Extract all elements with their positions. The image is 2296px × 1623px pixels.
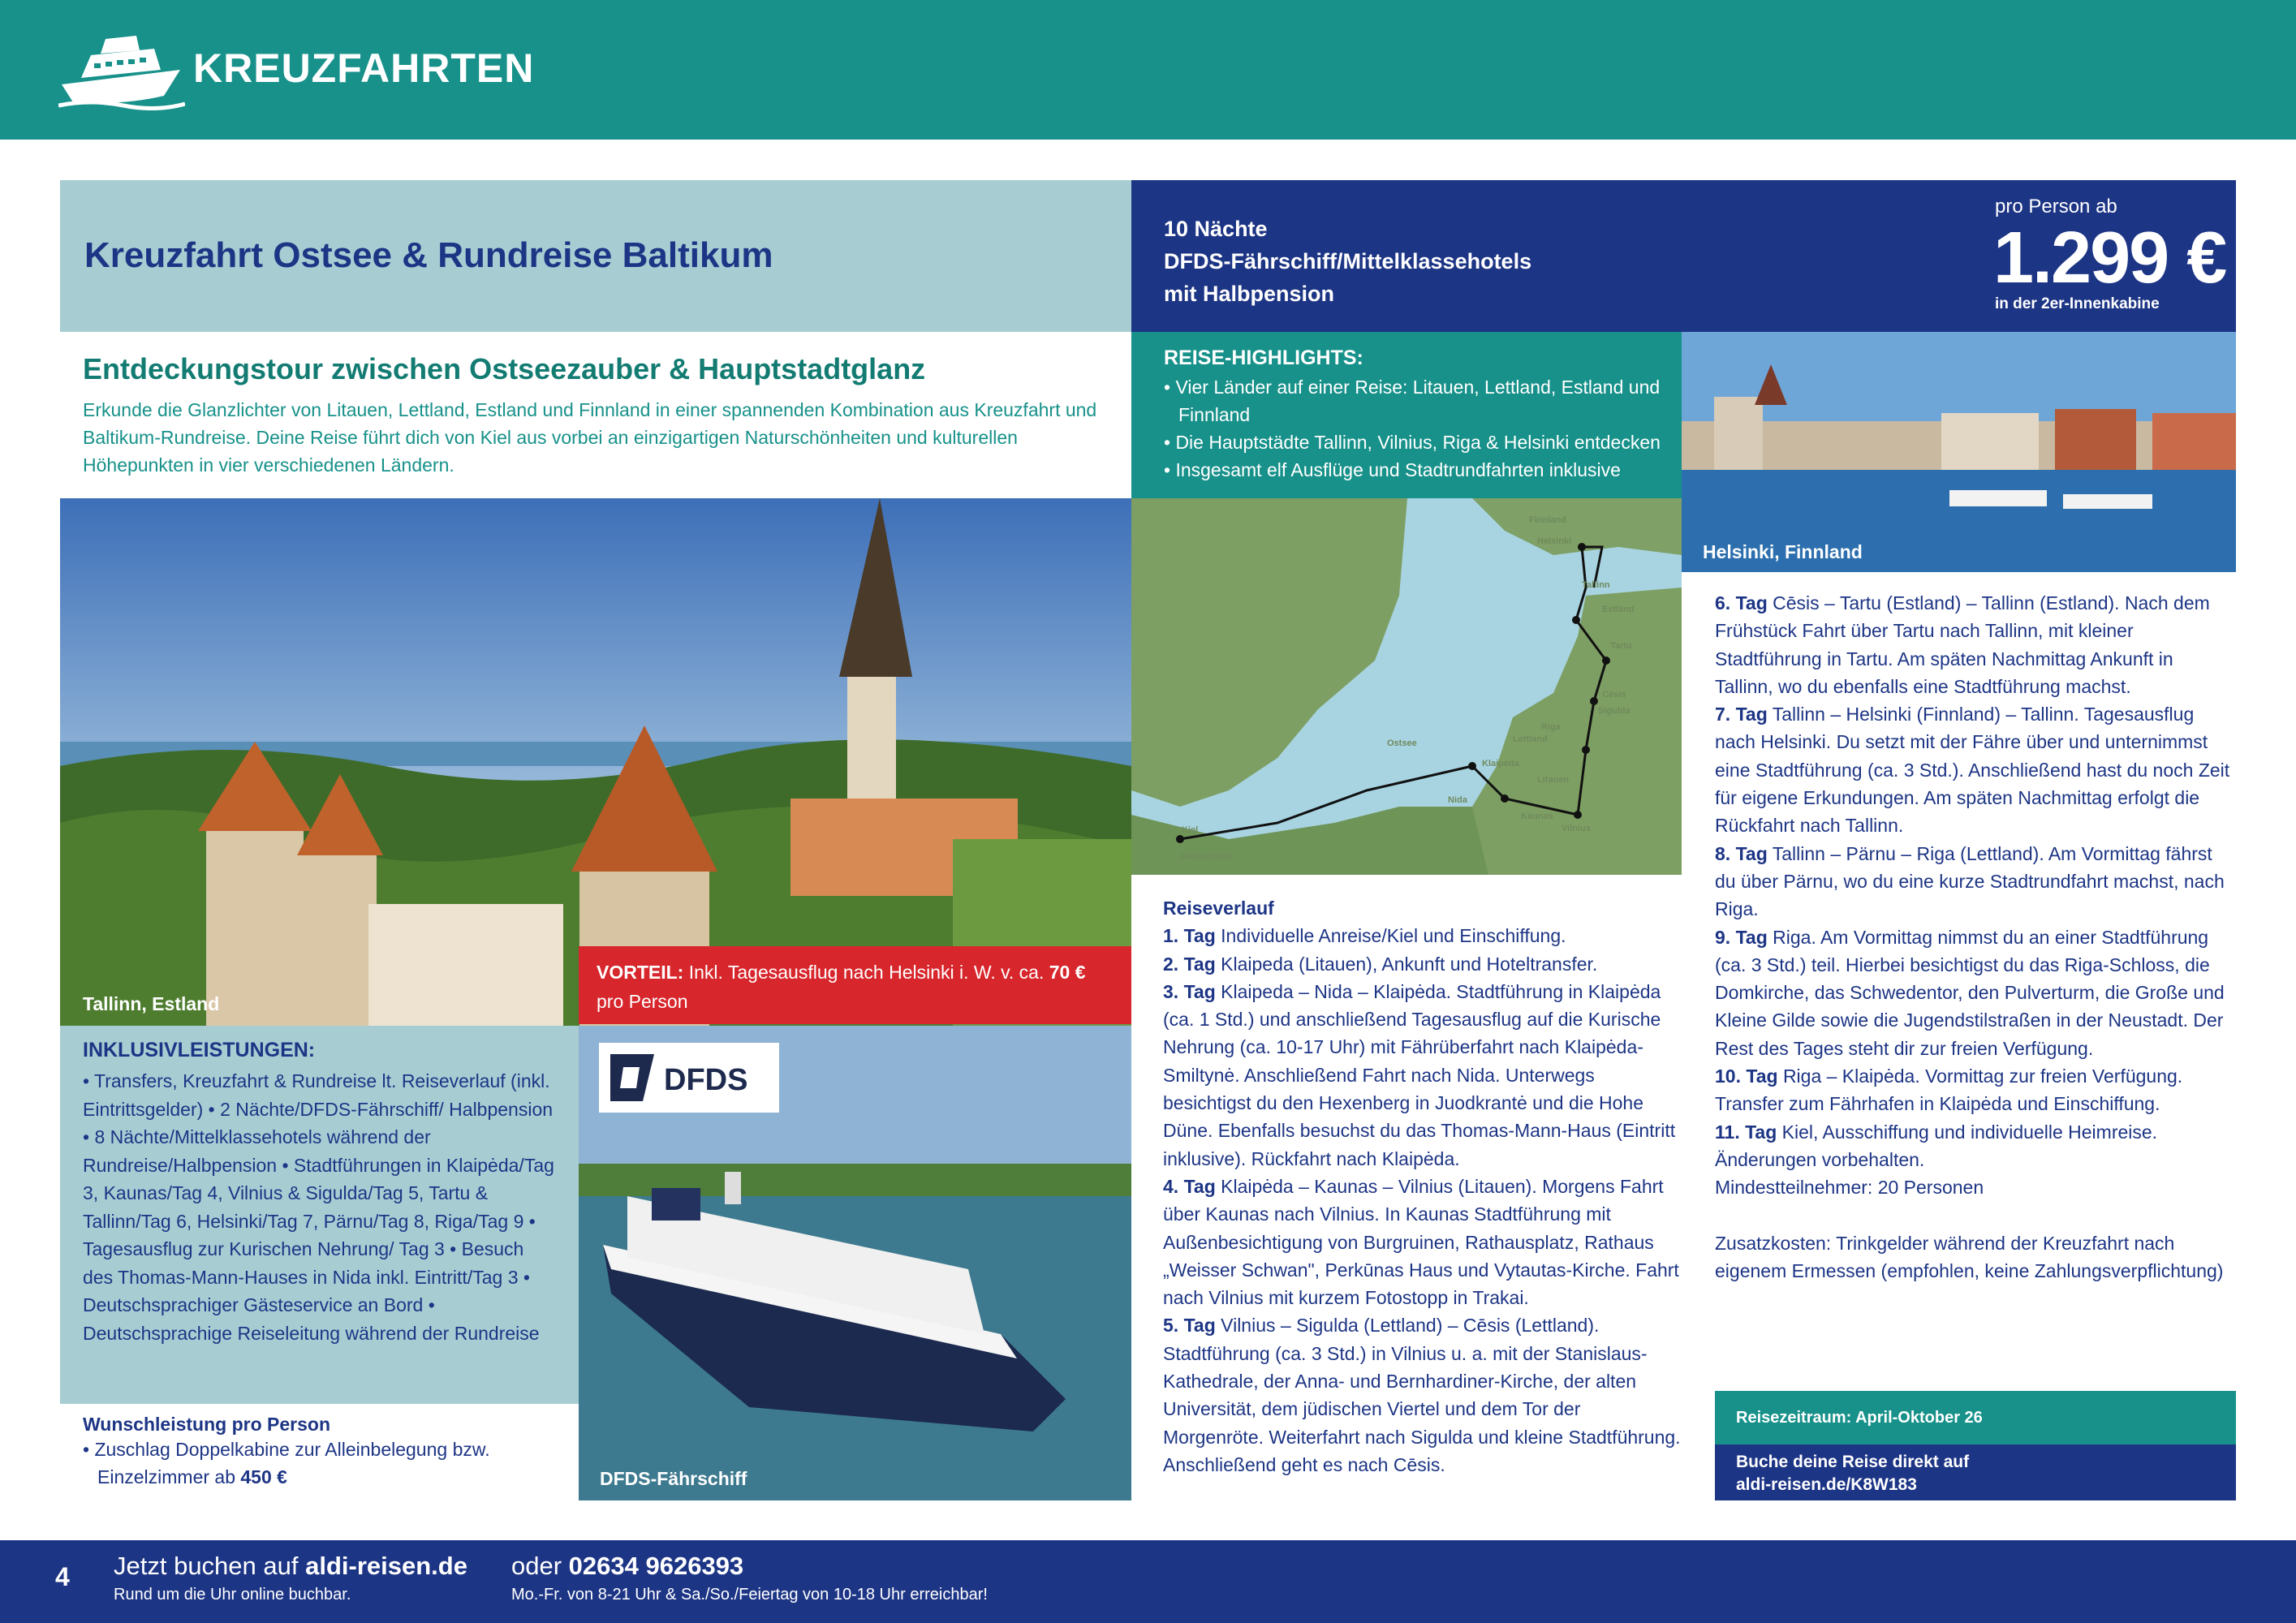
header-bar (0, 0, 2296, 140)
day-label: 5. Tag (1163, 1315, 1216, 1337)
optional-extra-title: Wunschleistung pro Person (83, 1414, 330, 1435)
section-title: KREUZFAHRTEN (193, 45, 535, 91)
advantage-text: Inkl. Tagesausflug nach Helsinki i. W. v. ca. (688, 962, 1045, 983)
book-direct-box[interactable] (1715, 1444, 2236, 1500)
note: Mindestteilnehmer: 20 Personen (1715, 1177, 1984, 1199)
day-text: Tallinn – Pärnu – Riga (Lettland). Am Vormittag fährst du über Pärnu, wo du eine kurze Stadtrundfahrt machst, nach Riga. (1715, 842, 2225, 920)
day-text: Klaipėda – Kaunas – Vilnius (Litauen). Morgens Fahrt über Kaunas nach Vilnius. In Kaunas Stadtführung mit Außenbesichtigung von Burgruinen, Rathausplatz, Rathaus „Weisser Schwan", Perkūnas Haus und Vytautas-Kirche. Fahrt nach Vilnius mit kurzem Fotostopp in Trakai. (1163, 1175, 1679, 1309)
nights: 10 Nächte (1164, 217, 1268, 241)
itinerary-day (1715, 1062, 2234, 1118)
book-phone-prefix: oder (511, 1552, 562, 1580)
day-text: Cēsis – Tartu (Estland) – Tallinn (Estland). Nach dem Frühstück Fahrt über Tartu nach Tallinn, mit kleiner Stadtführung in Tartu. Am späten Nachmittag Ankunft in Tallinn, wo du ebenfalls eine Stadtführung machst. (1715, 592, 2210, 697)
map-label: Lettland (1513, 734, 1548, 744)
trip-details (1164, 213, 1531, 310)
route-map (1131, 498, 1682, 875)
day-text: Kiel, Ausschiffung und individuelle Heimreise. (1781, 1121, 2158, 1143)
advantage-amount: 70 € (1049, 962, 1086, 983)
day-label: 10. Tag (1715, 1065, 1778, 1087)
cruise-ship-icon (58, 31, 185, 110)
book-online-link[interactable]: aldi-reisen.de (305, 1552, 467, 1580)
map-label: Litauen (1537, 775, 1570, 785)
map-label: Kiel (1182, 825, 1199, 835)
photo-caption-ferry: DFDS-Fährschiff (600, 1468, 747, 1489)
page-number: 4 (55, 1562, 70, 1591)
day-label: 6. Tag (1715, 592, 1768, 613)
day-label: 8. Tag (1715, 842, 1768, 864)
map-label: Sigulda (1598, 706, 1630, 716)
map-label: Deutschland (1180, 852, 1234, 862)
inclusions-box (60, 1026, 579, 1404)
itinerary-col-2 (1715, 589, 2234, 1285)
optional-extra-text (83, 1436, 556, 1491)
offer-title-box (60, 180, 1131, 332)
map-label: Ostsee (1387, 738, 1417, 748)
board-info: mit Halbpension (1164, 282, 1335, 306)
advantage-suffix: pro Person (597, 991, 688, 1012)
itinerary-day (1715, 700, 2234, 839)
day-text: Riga – Klaipėda. Vormittag zur freien Verfügung. Transfer zum Fährhafen in Klaipėda und Einschiffung. (1715, 1065, 2183, 1115)
map-label: Tallinn (1582, 580, 1610, 590)
book-online (114, 1552, 467, 1581)
highlight-item: • Vier Länder auf einer Reise: Litauen, Lettland, Estland und Finnland (1164, 377, 1661, 425)
day-text: Klaipeda (Litauen), Ankunft und Hoteltransfer. (1221, 953, 1598, 975)
intro-text: Erkunde die Glanzlichter von Litauen, Lettland, Estland und Finnland in einer spannenden Kombination aus Kreuzfahrt und Baltikum-Rundreise. Deine Reise führt dich von Kiel aus vorbei an einzigartigen Naturschönheiten und kulturellen Höhepunkten in vier verschiedenen Ländern. (83, 399, 1097, 476)
itinerary-day (1715, 840, 2234, 923)
advantage-banner (579, 946, 1131, 1024)
map-label: Helsinki (1537, 536, 1572, 546)
book-online-prefix: Jetzt buchen auf (114, 1552, 299, 1580)
day-label: 4. Tag (1163, 1175, 1216, 1197)
optional-extra-amount: 450 € (240, 1466, 287, 1487)
map-label: Tartu (1610, 641, 1632, 651)
dfds-logo (599, 1043, 779, 1113)
map-label: Klaipėda (1482, 759, 1519, 768)
itinerary-day (1715, 923, 2234, 1062)
itinerary-day (1163, 922, 1682, 949)
day-text: Vilnius – Sigulda (Lettland) – Cēsis (Lettland). Stadtführung (ca. 3 Std.) in Vilnius u. a. mit der Stanislaus-Kathedrale, der Anna- und Bernhardiner-Kirche, der alten Universität, dem jüdischen Viertel und dem Tor der Morgenröte. Weiterfahrt nach Sigulda und kleine Stadtführung. Anschließend geht es nach Cēsis. (1163, 1315, 1681, 1475)
helsinki-photo (1682, 332, 2236, 572)
map-label: Estland (1602, 605, 1635, 614)
inclusions-text: • Transfers, Kreuzfahrt & Rundreise lt. Reiseverlauf (inkl. Eintrittsgelder) • 2 Nächte/DFDS-Fährschiff/ Halbpension • 8 Nächte/Mittelklassehotels während der Rundreise/Halbpension • Stadtführungen in Klaipėda/Tag 3, Kaunas/Tag 4, Vilnius & Sigulda/Tag 5, Tartu & Tallinn/Tag 6, Helsinki/Tag 7, Pärnu/Tag 8, Riga/Tag 9 • Tagesausflug zur Kurischen Nehrung/ Tag 3 • Besuch des Thomas-Mann-Hauses in Nida inkl. Eintritt/Tag 3 • Deutschsprachiger Gästeservice an Bord • Deutschsprachige Reiseleitung während der Rundreise (83, 1070, 554, 1344)
day-text: Individuelle Anreise/Kiel und Einschiffung. (1221, 925, 1566, 947)
map-label: Nida (1448, 795, 1467, 805)
day-label: 1. Tag (1163, 925, 1216, 947)
travel-period: Reisezeitraum: April-Oktober 26 (1715, 1391, 2236, 1444)
day-text: Tallinn – Helsinki (Finnland) – Tallinn. Tagesausflug nach Helsinki. Du setzt mit der Fähre über und unternimmst eine Stadtführung (ca. 3 Std.). Anschließend hast du noch Zeit für eigene Erkundungen. Am späten Nachmittag erfolgt die Rückfahrt nach Tallinn. (1715, 704, 2230, 837)
highlights-title: REISE-HIGHLIGHTS: (1164, 347, 1363, 369)
book-online-sub: Rund um die Uhr online buchbar. (114, 1586, 351, 1604)
advantage-label: VORTEIL: (597, 962, 684, 983)
extra-costs: Zusatzkosten: Trinkgelder während der Kreuzfahrt nach eigenem Ermessen (empfohlen, keine Zahlungsverpflichtung) (1715, 1232, 2224, 1281)
itinerary-title: Reiseverlauf (1163, 898, 1274, 919)
ship-info: DFDS-Fährschiff/Mittelklassehotels (1164, 249, 1532, 273)
map-image (1131, 498, 1682, 875)
itinerary-day (1715, 1118, 2234, 1146)
itinerary-day (1163, 950, 1682, 978)
dfds-logo-text: DFDS (664, 1063, 748, 1097)
price-label: pro Person ab (1995, 196, 2117, 217)
book-phone-number[interactable]: 02634 9626393 (568, 1552, 744, 1580)
highlight-item: • Die Hauptstädte Tallinn, Vilnius, Riga & Helsinki entdecken (1164, 432, 1661, 453)
itinerary-day (1163, 1311, 1682, 1479)
price-box (1131, 180, 2236, 332)
book-direct-text: Buche deine Reise direkt auf (1736, 1453, 1970, 1471)
subtitle: Entdeckungstour zwischen Ostseezauber & Hauptstadtglanz (83, 352, 926, 385)
price: 1.299 € (1993, 217, 2226, 299)
optional-extra-desc: • Zuschlag Doppelkabine zur Alleinbelegung bzw. Einzelzimmer ab (83, 1439, 490, 1487)
offer-title: Kreuzfahrt Ostsee & Rundreise Baltikum (84, 235, 773, 275)
itinerary-col-1 (1163, 894, 1682, 1479)
day-label: 9. Tag (1715, 926, 1768, 948)
highlight-item: • Insgesamt elf Ausflüge und Stadtrundfahrten inklusive (1164, 459, 1621, 480)
map-label: Riga (1541, 722, 1561, 732)
photo-caption-tallinn: Tallinn, Estland (83, 993, 220, 1014)
day-text: Klaipeda – Nida – Klaipėda. Stadtführung in Klaipėda (ca. 1 Std.) und anschließend Tagesausflug auf die Kurische Nehrung (ca. 10-17 Uhr) mit Fährüberfahrt nach Klaipėda-Smiltynė. Anschließend Fahrt nach Nida. Unterwegs besichtigst du den Hexenberg in Juodkrantė und die Hohe Düne. Ebenfalls besuchst du das Thomas-Mann-Haus (Eintritt inklusive). Rückfahrt nach Klaipėda. (1163, 980, 1676, 1169)
day-label: 11. Tag (1715, 1121, 1777, 1143)
itinerary-day (1715, 589, 2234, 700)
note: Änderungen vorbehalten. (1715, 1148, 1925, 1170)
itinerary-day (1163, 978, 1682, 1173)
map-label: Finnland (1529, 515, 1566, 525)
helsinki-image (1682, 332, 2236, 572)
map-label: Vilnius (1562, 824, 1591, 833)
dfds-logo-mark (599, 1043, 779, 1113)
book-direct-link[interactable]: aldi-reisen.de/K8W183 (1736, 1475, 1917, 1494)
optional-extra (60, 1404, 579, 1501)
book-phone (511, 1552, 743, 1581)
day-label: 3. Tag (1163, 980, 1216, 1002)
photo-caption-helsinki: Helsinki, Finnland (1703, 541, 1863, 562)
map-label: Kaunas (1521, 812, 1553, 821)
day-label: 2. Tag (1163, 953, 1216, 975)
itinerary-day (1163, 1173, 1682, 1311)
book-phone-hours: Mo.-Fr. von 8-21 Uhr & Sa./So./Feiertag von 10-18 Uhr erreichbar! (511, 1586, 988, 1604)
highlights-box (1131, 332, 1682, 498)
map-label: Cēsis (1602, 690, 1626, 700)
day-text: Riga. Am Vormittag nimmst du an einer Stadtführung (ca. 3 Std.) teil. Hierbei besichtigst du das Riga-Schloss, die Domkirche, das Schwedentor, den Pulverturm, die Große und Kleine Gilde sowie die Jugendstilstraßen in der Neustadt. Der Rest des Tages steht dir zur freien Verfügung. (1715, 926, 2225, 1059)
inclusions-title: INKLUSIVLEISTUNGEN: (83, 1039, 316, 1061)
footer-bar (0, 1540, 2296, 1623)
price-subtext: in der 2er-Innenkabine (1995, 295, 2160, 312)
day-label: 7. Tag (1715, 704, 1768, 725)
